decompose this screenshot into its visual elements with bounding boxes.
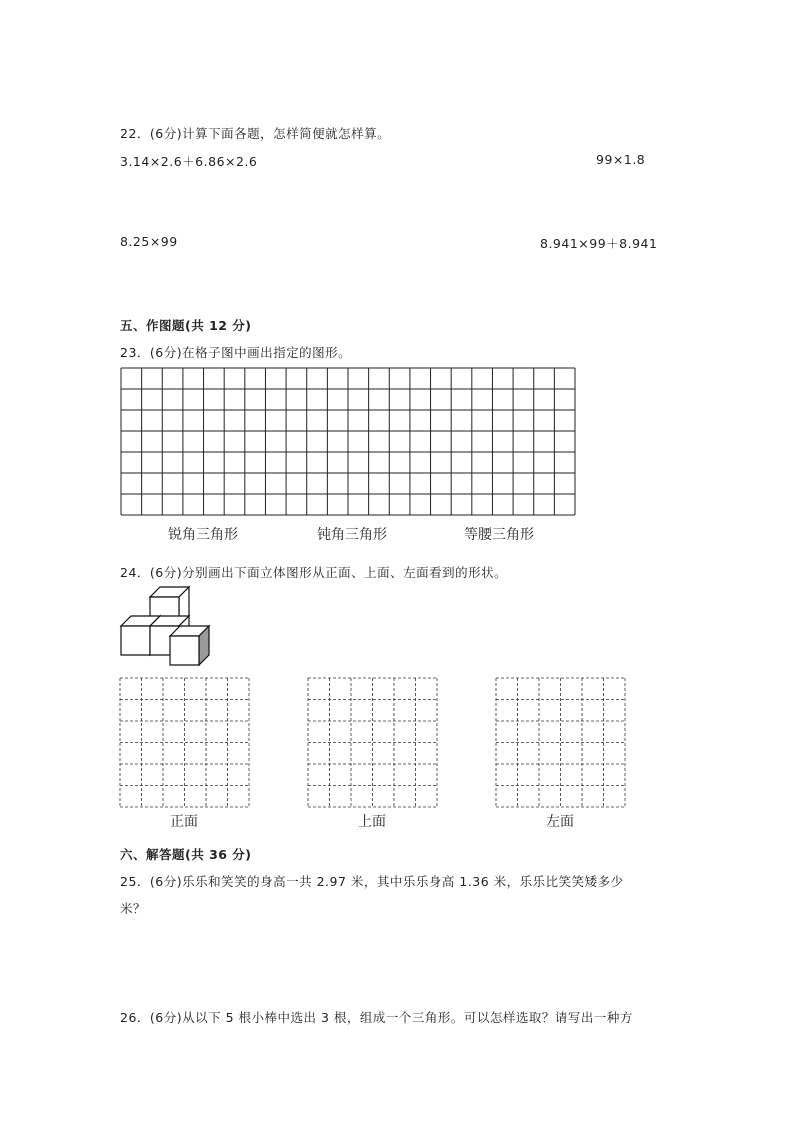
q23-label-isosceles: 等腰三角形 bbox=[464, 527, 534, 543]
q23-label-acute: 锐角三角形 bbox=[168, 527, 238, 543]
q25-line-1: 25．(6分)乐乐和笑笑的身高一共 2.97 米，其中乐乐身高 1.36 米，乐乐比笑笑矮多少 bbox=[120, 874, 624, 889]
q22-expr-4: 8.941×99＋8.941 bbox=[540, 236, 658, 251]
q24-label-top: 上面 bbox=[358, 814, 386, 830]
q22-expr-1: 3.14×2.6＋6.86×2.6 bbox=[120, 154, 258, 169]
section-6-title: 六、解答题(共 36 分) bbox=[120, 847, 252, 862]
q24-title: 24．(6分)分别画出下面立体图形从正面、上面、左面看到的形状。 bbox=[120, 565, 508, 580]
q23-label-obtuse: 钝角三角形 bbox=[317, 527, 387, 543]
q22-expr-3: 8.25×99 bbox=[120, 234, 178, 249]
q22-expr-2: 99×1.8 bbox=[596, 152, 646, 167]
q26-line-1: 26．(6分)从以下 5 根小棒中选出 3 根，组成一个三角形。可以怎样选取？请写出一种方 bbox=[120, 1010, 633, 1025]
section-5-title: 五、作图题(共 12 分) bbox=[120, 318, 252, 333]
q22-title: 22．(6分)计算下面各题，怎样简便就怎样算。 bbox=[120, 126, 391, 141]
q24-label-left: 左面 bbox=[546, 814, 574, 830]
q25-line-2: 米？ bbox=[120, 901, 147, 916]
q24-label-front: 正面 bbox=[170, 814, 198, 830]
q23-title: 23．(6分)在格子图中画出指定的图形。 bbox=[120, 345, 352, 360]
